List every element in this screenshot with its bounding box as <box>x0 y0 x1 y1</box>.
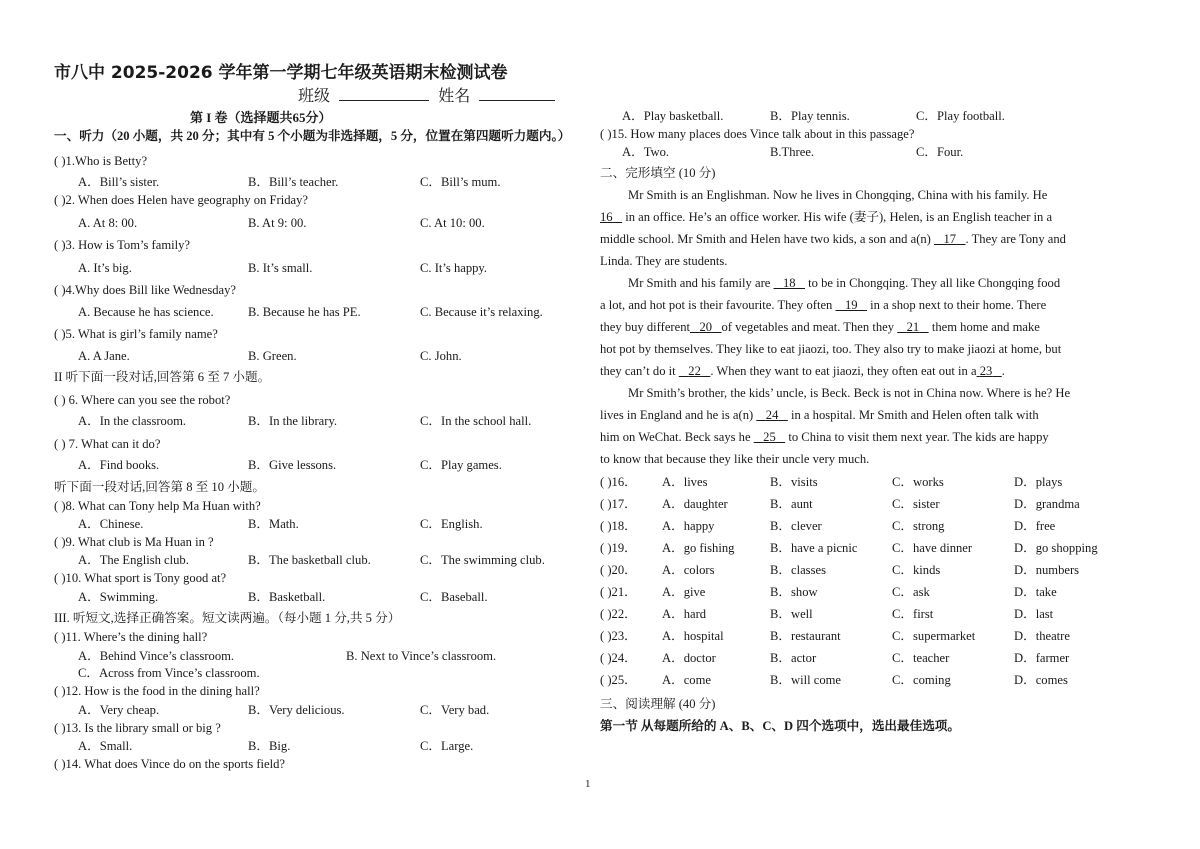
question-stem: ( )3. How is Tom’s family? <box>54 238 191 252</box>
option-c: C．Very bad. <box>420 703 490 717</box>
option-c: C．sister <box>892 497 940 511</box>
option-d: D．free <box>1014 519 1056 533</box>
name-label: 姓名 <box>438 86 471 105</box>
option-a: A．Chinese. <box>78 517 144 531</box>
option-c: C. Because it’s relaxing. <box>420 305 543 319</box>
blank-number: 18 <box>782 276 796 290</box>
blank-number: 21 <box>906 320 920 334</box>
option-b: B．well <box>770 607 813 621</box>
question-number: ( )20． <box>600 563 637 577</box>
option-a: A．Very cheap. <box>78 703 160 717</box>
option-b: B．aunt <box>770 497 813 511</box>
class-label: 班级 <box>298 86 331 105</box>
option-a: A. Because he has science. <box>78 305 214 319</box>
blank-number: 23 <box>979 364 993 378</box>
question-stem: ( )9. What club is Ma Huan in ? <box>54 535 214 549</box>
option-a: A．Play basketball. <box>622 109 724 123</box>
question-number: ( )19． <box>600 541 637 555</box>
blank-number: 20 <box>699 320 713 334</box>
option-b: B．Very delicious. <box>248 703 345 717</box>
option-c: C．supermarket <box>892 629 976 643</box>
class-field[interactable] <box>339 88 429 101</box>
option-a: A．The English club. <box>78 553 189 567</box>
passage-line: they buy different 20 of vegetables and meat. Then they 21 them home and make <box>600 320 1040 334</box>
question-number: ( )25． <box>600 673 637 687</box>
question-stem: ( )2. When does Helen have geography on Friday? <box>54 193 309 207</box>
option-d: D．go shopping <box>1014 541 1098 555</box>
passage-line: Mr Smith and his family are 18 to be in Chongqing. They all like Chongqing food <box>628 276 1061 290</box>
option-a: A. A Jane. <box>78 349 130 363</box>
passage-line: Mr Smith is an Englishman. Now he lives in Chongqing, China with his family. He <box>628 188 1048 202</box>
option-c: C．Play football. <box>916 109 1005 123</box>
option-d: D．numbers <box>1014 563 1080 577</box>
option-b: B．Math. <box>248 517 299 531</box>
option-a: A．doctor <box>662 651 716 665</box>
option-c: C. It’s happy. <box>420 261 488 275</box>
option-b: B. Because he has PE. <box>248 305 361 319</box>
option-c: C．kinds <box>892 563 941 577</box>
blank-number: 22 <box>688 364 701 378</box>
option-a: A．lives <box>662 475 708 489</box>
passage-line: a lot, and hot pot is their favourite. They often 19 in a shop next to their home. There <box>600 298 1047 312</box>
option-b: B．actor <box>770 651 817 665</box>
option-c: C．The swimming club. <box>420 553 545 567</box>
option-c: C．coming <box>892 673 951 687</box>
option-a: A．happy <box>662 519 715 533</box>
passage-line: him on WeChat. Beck says he 25 to China to visit them next year. The kids are happy <box>600 430 1049 444</box>
section-heading: III. 听短文,选择正确答案。短文读两遍。（每小题 1 分,共 5 分） <box>54 611 401 625</box>
question-stem: ( ) 7. What can it do? <box>54 437 161 451</box>
option-c: C. At 10: 00. <box>420 216 485 230</box>
section-reading-heading: 三、阅读理解 (40 分) <box>600 697 716 711</box>
option-c: C. John. <box>420 349 462 363</box>
option-b: B. Next to Vince’s classroom. <box>346 649 497 663</box>
option-d: D．theatre <box>1014 629 1070 643</box>
page-number: 1 <box>585 778 591 790</box>
option-c: C．Large. <box>420 739 474 753</box>
question-stem: ( ) 6. Where can you see the robot? <box>54 393 231 407</box>
option-b: B．classes <box>770 563 826 577</box>
question-number: ( )21． <box>600 585 637 599</box>
option-c: C．ask <box>892 585 930 599</box>
passage-line: 16 in an office. He’s an office worker. His wife (妻子), Helen, is an English teacher in a <box>600 210 1053 224</box>
question-stem: ( )12. How is the food in the dining hall? <box>54 684 260 698</box>
option-d: D．grandma <box>1014 497 1080 511</box>
passage-line: lives in England and he is a(n) 24 in a hospital. Mr Smith and Helen often talk with <box>600 408 1039 422</box>
option-a: A．give <box>662 585 706 599</box>
question-stem: ( )8. What can Tony help Ma Huan with? <box>54 499 261 513</box>
option-b: B．have a picnic <box>770 541 858 555</box>
reading-subsection-heading: 第一节 从每题所给的 A、B、C、D 四个选项中，选出最佳选项。 <box>600 719 960 733</box>
option-a: A．go fishing <box>662 541 735 555</box>
question-stem: ( )10. What sport is Tony good at? <box>54 571 227 585</box>
option-c: C．English. <box>420 517 483 531</box>
option-b: B．Give lessons. <box>248 458 337 472</box>
option-b: B. At 9: 00. <box>248 216 307 230</box>
option-a: A．daughter <box>662 497 728 511</box>
option-b: B．In the library. <box>248 414 338 428</box>
section-cloze-heading: 二、完形填空 (10 分) <box>600 166 716 180</box>
option-a: A．colors <box>662 563 715 577</box>
blank-number: 19 <box>844 298 858 312</box>
option-c: C．Play games. <box>420 458 502 472</box>
option-d: D．farmer <box>1014 651 1070 665</box>
option-a: A．come <box>662 673 711 687</box>
name-field[interactable] <box>479 88 555 101</box>
option-a: A．hospital <box>662 629 724 643</box>
blank-number: 16 <box>600 210 613 224</box>
question-stem: ( )15. How many places does Vince talk about in this passage? <box>600 127 915 141</box>
option-b: B．Bill’s teacher. <box>248 175 339 189</box>
option-a: A．hard <box>662 607 707 621</box>
option-a: A．Behind Vince’s classroom. <box>78 649 235 663</box>
question-stem: ( )4.Why does Bill like Wednesday? <box>54 283 237 297</box>
section-heading: II 听下面一段对话,回答第 6 至 7 小题。 <box>54 370 271 384</box>
question-stem: ( )14. What does Vince do on the sports field? <box>54 757 286 771</box>
question-stem: ( )11. Where’s the dining hall? <box>54 630 208 644</box>
option-b: B．Basketball. <box>248 590 326 604</box>
option-b: B．will come <box>770 673 842 687</box>
option-d: D．plays <box>1014 475 1063 489</box>
blank-number: 17 <box>943 232 957 246</box>
option-d: D．comes <box>1014 673 1068 687</box>
option-c: C．Baseball. <box>420 590 488 604</box>
passage-line: Mr Smith’s brother, the kids’ uncle, is Beck. Beck is not in China now. Where is he? He <box>628 386 1071 400</box>
option-b: B. It’s small. <box>248 261 313 275</box>
option-a: A. At 8: 00. <box>78 216 138 230</box>
passage-line: they can’t do it 22 . When they want to eat jiaozi, they often eat out in a 23 . <box>600 364 1005 378</box>
option-b: B．clever <box>770 519 822 533</box>
question-number: ( )22． <box>600 607 637 621</box>
option-d: D．take <box>1014 585 1057 599</box>
passage-line: to know that because they like their uncle very much. <box>600 452 870 466</box>
question-number: ( )18． <box>600 519 637 533</box>
question-stem: ( )1.Who is Betty? <box>54 154 148 168</box>
option-b: B．restaurant <box>770 629 841 643</box>
option-c: C．In the school hall. <box>420 414 532 428</box>
option-b: B．visits <box>770 475 818 489</box>
question-number: ( )23． <box>600 629 637 643</box>
option-a: A．Find books. <box>78 458 160 472</box>
blank-number: 25 <box>763 430 776 444</box>
question-number: ( )17． <box>600 497 637 511</box>
option-b: B. Green. <box>248 349 297 363</box>
option-c: C．Bill’s mum. <box>420 175 501 189</box>
option-b: B．Big. <box>248 739 291 753</box>
option-c: C．strong <box>892 519 945 533</box>
part-one-heading: 第 I 卷（选择题共65分） <box>190 110 332 125</box>
student-info-line <box>298 88 559 103</box>
option-c: C．Across from Vince’s classroom. <box>78 666 260 680</box>
option-d: D．last <box>1014 607 1054 621</box>
option-b: B．The basketball club. <box>248 553 371 567</box>
option-a: A. It’s big. <box>78 261 132 275</box>
option-c: C．teacher <box>892 651 950 665</box>
option-c: C．first <box>892 607 934 621</box>
option-b: B．show <box>770 585 818 599</box>
question-number: ( )24． <box>600 651 637 665</box>
section-listening-heading: 一、听力（20 小题，共 20 分；其中有 5 个小题为非选择题，5 分，位置在第四题听力题内。） <box>54 129 571 143</box>
option-c: C．Four. <box>916 145 964 159</box>
option-a: A．Small. <box>78 739 133 753</box>
option-a: A．In the classroom. <box>78 414 187 428</box>
passage-line: Linda. They are students. <box>600 254 728 268</box>
option-a: A．Two. <box>622 145 670 159</box>
option-b: B．Play tennis. <box>770 109 850 123</box>
question-stem: ( )5. What is girl’s family name? <box>54 327 218 341</box>
question-stem: ( )13. Is the library small or big ? <box>54 721 221 735</box>
passage-line: hot pot by themselves. They like to eat jiaozi, too. They also try to make jiaozi at home, but <box>600 342 1062 356</box>
question-number: ( )16． <box>600 475 637 489</box>
option-b: B.Three. <box>770 145 815 159</box>
exam-title: 市八中 2025-2026 学年第一学期七年级英语期末检测试卷 <box>54 63 508 83</box>
option-c: C．have dinner <box>892 541 973 555</box>
option-a: A．Swimming. <box>78 590 159 604</box>
option-c: C．works <box>892 475 944 489</box>
blank-number: 24 <box>765 408 779 422</box>
passage-line: middle school. Mr Smith and Helen have two kids, a son and a(n) 17 . They are Tony and <box>600 232 1066 246</box>
option-a: A．Bill’s sister. <box>78 175 160 189</box>
section-heading: 听下面一段对话,回答第 8 至 10 小题。 <box>54 480 265 494</box>
